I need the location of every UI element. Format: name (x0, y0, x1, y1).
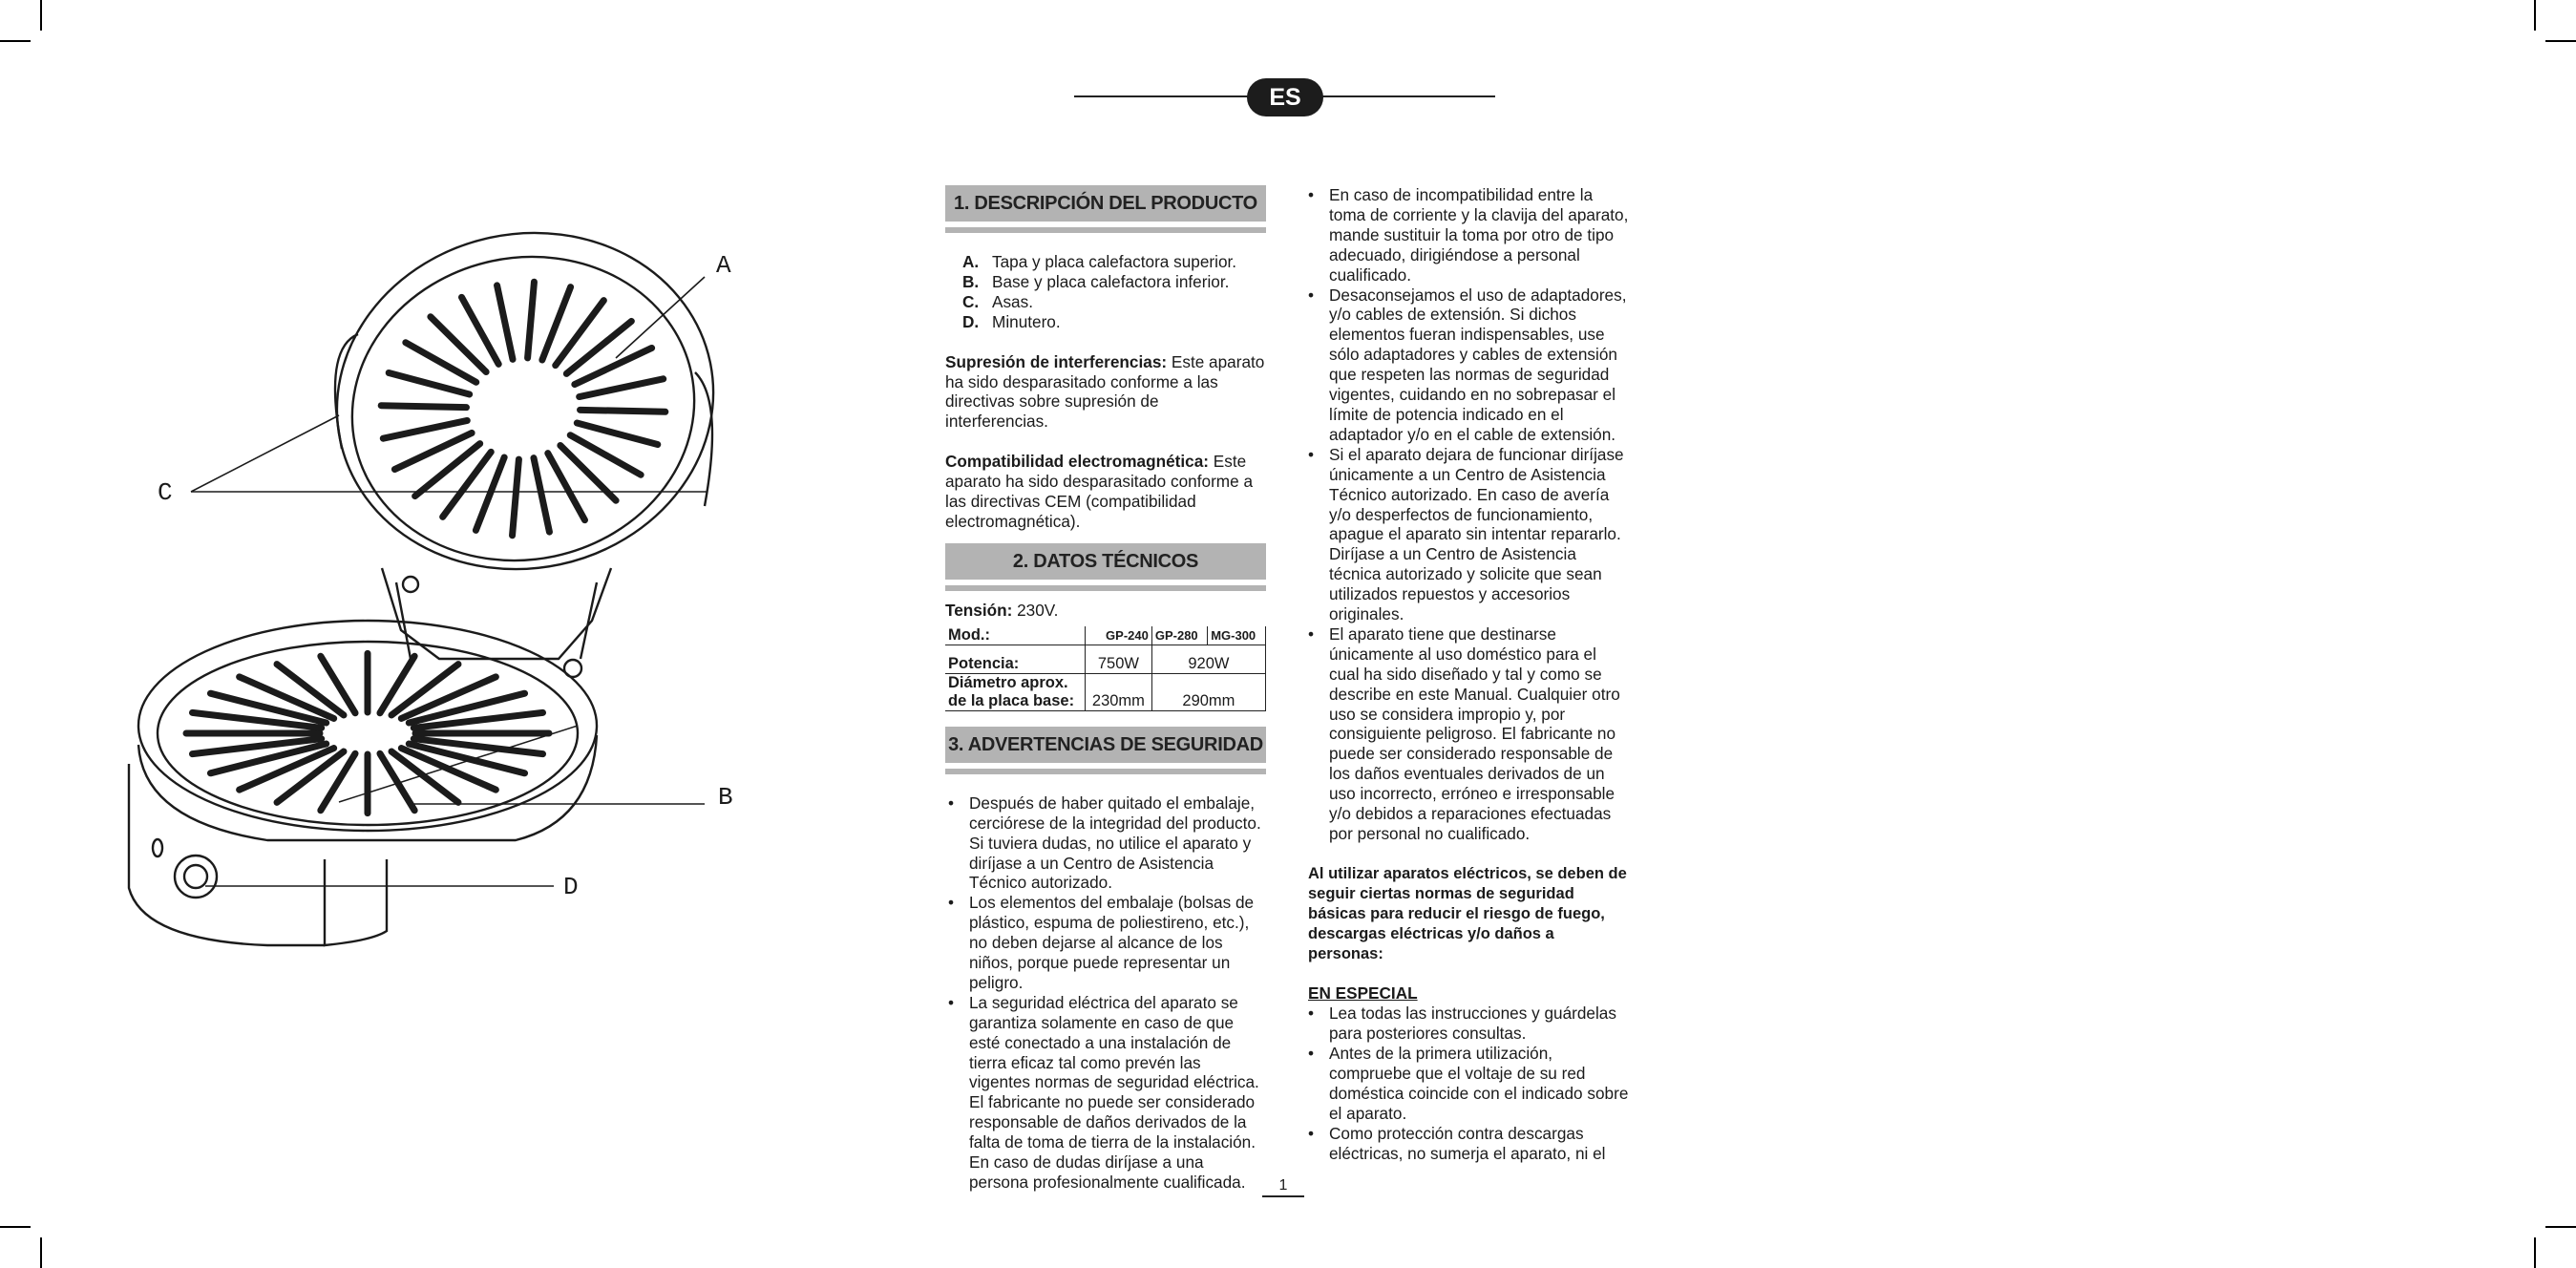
especial-heading: EN ESPECIAL (1308, 983, 1418, 1004)
potencia-value: 920W (1151, 645, 1265, 673)
plate-rib (575, 348, 652, 384)
plate-rib (383, 420, 467, 438)
diam-value: 230mm (1086, 673, 1152, 710)
crop-mark (0, 40, 31, 42)
base-plate-ribs (186, 653, 549, 813)
potencia-value: 750W (1086, 645, 1152, 673)
page-number: 1 (1262, 1176, 1304, 1197)
header-rule-left (1074, 95, 1256, 97)
plate-rib (581, 410, 665, 412)
list-item: • El aparato tiene que destinarse únicamente al uso doméstico para el cual ha sido diseñado y tal y como se describe en este Manual. Cualquier otro uso se considera impropio y, por consiguiente peligroso. El fabricante no puede ser considerado responsable de los daños eventuales derivados de un uso incorrecto, erróneo e irresponsable y/o debidos a reparaciones efectuadas por personal no cualificado. (1308, 624, 1629, 844)
diam-label: Diámetro aprox. de la placa base: (945, 673, 1086, 710)
list-item: • Lea todas las instrucciones y guárdelas para posteriores consultas. (1308, 1004, 1629, 1044)
hinge-pin (403, 577, 418, 592)
section-2-title: 2. DATOS TÉCNICOS (945, 543, 1266, 580)
list-item: D. Minutero. (962, 311, 1061, 331)
list-item: B. Base y placa calefactora inferior. (962, 271, 1230, 291)
list-item: • Los elementos del embalaje (bolsas de plástico, espuma de poliestireno, etc.), no deben dejarse al alcance de los niños, porque puede representar un peligro. (948, 893, 1266, 993)
plate-rib (534, 458, 549, 532)
hinge-arm (396, 582, 597, 659)
section-1-title: 1. DESCRIPCIÓN DEL PRODUCTO (945, 185, 1266, 222)
timer-dial-d (175, 856, 217, 898)
label-b: B (718, 783, 733, 812)
plate-rib (577, 423, 657, 445)
plate-rib (394, 433, 472, 469)
crop-mark (2534, 0, 2536, 31)
base-edge (339, 726, 578, 802)
list-item: C. Asas. (962, 291, 1033, 311)
column-right (1308, 185, 1629, 1164)
model-name: MG-300 (1208, 626, 1266, 645)
model-name: GP-280 (1151, 626, 1207, 645)
list-item: • En caso de incompatibilidad entre la toma de corriente y la clavija del aparato, mande sustituir la toma por otro de tipo adecuado, dirigiéndose a personal cualificado. (1308, 185, 1629, 285)
column-left (945, 185, 1266, 1193)
plate-rib (497, 285, 513, 359)
base-foot (325, 859, 387, 945)
plate-rib (381, 406, 466, 408)
section-3-title: 3. ADVERTENCIAS DE SEGURIDAD (945, 727, 1266, 763)
lid-plate-ribs (381, 282, 665, 536)
mod-label: Mod.: (945, 626, 1086, 645)
label-a: A (716, 251, 731, 280)
crop-mark (2545, 1226, 2576, 1228)
warning-paragraph: Al utilizar aparatos eléctricos, se deben de seguir ciertas normas de seguridad básicas para reducir el riesgo de fuego, descargas eléctricas y/o daños a personas: (1308, 864, 1627, 962)
plate-rib (389, 372, 469, 394)
safety-list-continued (1308, 185, 1629, 844)
parts-list (962, 252, 1266, 332)
section-rule (945, 227, 1266, 233)
lid-handle-right (695, 372, 712, 506)
crop-mark (40, 1237, 42, 1268)
section-rule (945, 769, 1266, 774)
timer-knob (184, 865, 207, 888)
table-row (945, 673, 1266, 710)
plate-rib (513, 459, 519, 536)
list-item: • Antes de la primera utilización, compruebe que el voltaje de su red doméstica coincide con el indicado sobre el aparato. (1308, 1044, 1629, 1124)
model-name: GP-240 (1086, 626, 1152, 645)
leader-line-a (616, 277, 705, 358)
crop-mark (40, 0, 42, 31)
crop-mark (2545, 40, 2576, 42)
language-badge: ES (1247, 78, 1323, 116)
header-rule-right (1314, 95, 1495, 97)
plate-rib (580, 379, 664, 397)
diam-value: 290mm (1151, 673, 1265, 710)
crop-mark (2534, 1237, 2536, 1268)
lid-outer-rim (306, 199, 745, 604)
product-illustration (0, 191, 783, 974)
list-item: • Si el aparato dejara de funcionar diríjase únicamente a un Centro de Asistencia Técnico autorizado. En caso de avería y/o desperfectos de funcionamiento, apague el aparato sin intentar repararlo. Diríjase a un Centro de Asistencia técnica autorizado y solicite que sean utilizados repuestos y accesorios originales. (1308, 445, 1629, 624)
list-item: • Como protección contra descargas eléctricas, no sumerja el aparato, ni el (1308, 1124, 1629, 1164)
table-row (945, 626, 1266, 645)
label-c: C (158, 478, 173, 507)
list-item: A. Tapa y placa calefactora superior. (962, 252, 1237, 271)
leader-line-c (191, 415, 339, 492)
list-item: • Desaconsejamos el uso de adaptadores, y/o cables de extensión. Si dichos elementos fueran indispensables, use sólo adaptadores y cables de extensión que respeten las normas de seguridad vigentes, cuidando en no sobrepasar el límite de potencia indicado en el adaptador y/o en el cable de extensión. (1308, 285, 1629, 445)
section-rule (945, 585, 1266, 591)
indicator-light (153, 839, 162, 856)
label-d: D (563, 873, 579, 901)
compat-paragraph: Compatibilidad electromagnética: Este aparato ha sido desparasitado conforme a las directivas CEM (compatibilidad electromagnética). (945, 452, 1253, 531)
safety-list (945, 793, 1266, 1193)
list-item: • Después de haber quitado el embalaje, cerciórese de la integridad del producto. Si tuviera dudas, no utilice el aparato y diríjase a un Centro de Asistencia Técnico autorizado. (948, 793, 1266, 894)
tension-line: Tensión: 230V. (945, 600, 1059, 620)
crop-mark (0, 1226, 31, 1228)
supresion-paragraph: Supresión de interferencias: Este aparato ha sido desparasitado conforme a las directivas sobre supresión de interferencias. (945, 351, 1265, 432)
list-item: • La seguridad eléctrica del aparato se garantiza solamente en caso de que esté conectado a una instalación de tierra eficaz tal como prevén las vigentes normas de seguridad eléctrica. El fabricante no puede ser considerado responsable de daños derivados de la falta de toma de tierra de la instalación. En caso de dudas diríjase a una persona profesionalmente cualificada. (948, 993, 1266, 1193)
table-row (945, 645, 1266, 673)
tech-table (945, 626, 1266, 711)
plate-rib (528, 282, 535, 358)
especial-list (1308, 1004, 1629, 1163)
potencia-label: Potencia: (945, 645, 1086, 673)
